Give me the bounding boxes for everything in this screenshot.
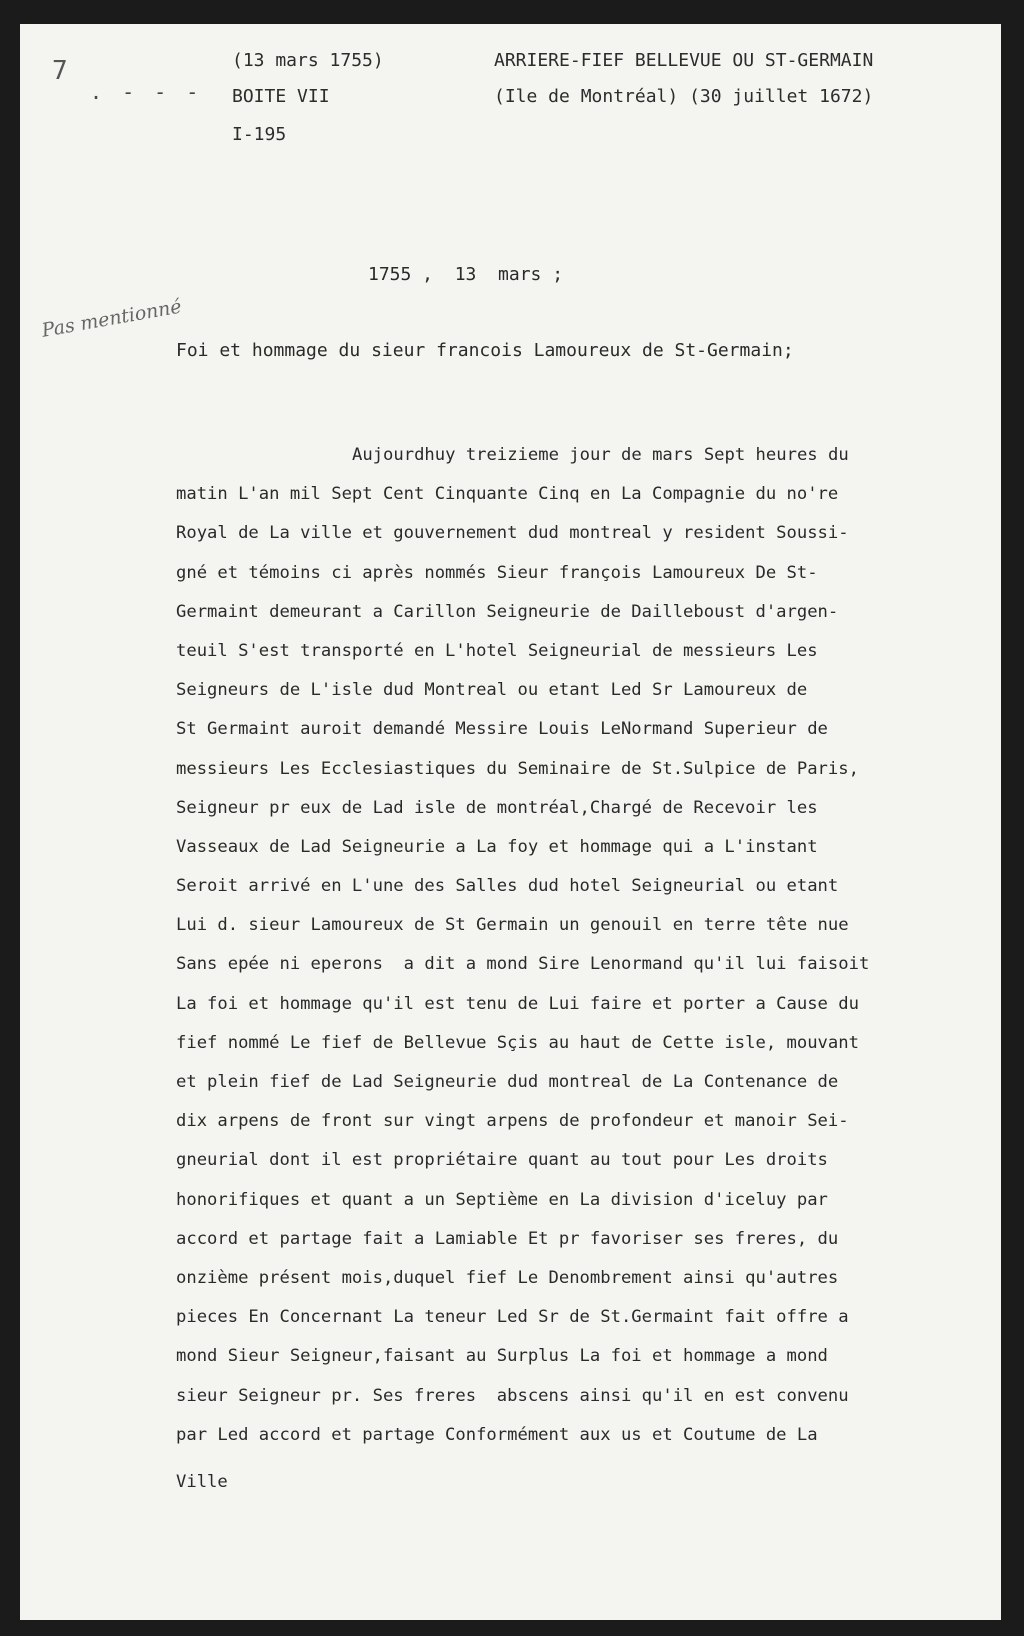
body-line: Sans epée ni eperons a dit a mond Sire Lenormand qu'il lui faisoit — [176, 954, 870, 975]
document-body — [176, 436, 966, 1455]
body-line: Seroit arrivé en L'une des Salles dud hotel Seigneurial ou etant — [176, 876, 839, 897]
header-box: BOITE VII — [232, 86, 330, 107]
page-number: 7 — [52, 56, 68, 86]
body-line: et plein fief de Lad Seigneurie dud montreal de La Contenance de — [176, 1072, 839, 1092]
margin-dots: . - - - — [90, 80, 203, 104]
body-last-word: Ville — [176, 1472, 228, 1492]
body-line: Royal de La ville et gouvernement dud montreal y resident Soussi- — [176, 523, 849, 544]
header-fief-title: ARRIERE-FIEF BELLEVUE OU ST-GERMAIN — [494, 50, 874, 71]
body-line: gneurial dont il est propriétaire quant au tout pour Les droits — [176, 1150, 828, 1171]
body-line: dix arpens de front sur vingt arpens de profondeur et manoir Sei- — [176, 1111, 849, 1132]
body-line: par Led accord et partage Conformément aux us et Coutume de La — [176, 1424, 818, 1445]
body-line: pieces En Concernant La teneur Led Sr de St.Germaint fait offre a — [176, 1307, 849, 1328]
body-line: fief nommé Le fief de Bellevue Sçis au haut de Cette isle, mouvant — [176, 1032, 859, 1053]
header-location: (Ile de Montréal) (30 juillet 1672) — [494, 86, 874, 107]
body-line: mond Sieur Seigneur,faisant au Surplus La foi et hommage a mond — [176, 1346, 828, 1367]
body-line: sieur Seigneur pr. Ses freres abscens ainsi qu'il en est convenu — [176, 1385, 849, 1406]
body-line: honorifiques et quant a un Septième en La division d'iceluy par — [176, 1189, 828, 1210]
document-title: Foi et hommage du sieur francois Lamoureux de St-Germain; — [176, 340, 794, 361]
body-line: Germaint demeurant a Carillon Seigneurie de Dailleboust d'argen- — [176, 601, 839, 622]
body-line: La foi et hommage qu'il est tenu de Lui faire et porter a Cause du — [176, 993, 859, 1014]
header-date: (13 mars 1755) — [232, 50, 384, 71]
body-line: messieurs Les Ecclesiastiques du Seminaire de St.Sulpice de Paris, — [176, 758, 859, 779]
document-page — [20, 24, 1001, 1620]
body-line: matin L'an mil Sept Cent Cinquante Cinq en La Compagnie du no're — [176, 484, 839, 505]
body-line: Seigneurs de L'isle dud Montreal ou etant Led Sr Lamoureux de — [176, 680, 808, 701]
body-line: teuil S'est transporté en L'hotel Seigneurial de messieurs Les — [176, 640, 818, 661]
document-date: 1755 , 13 mars ; — [368, 264, 564, 285]
body-line: Aujourdhuy treizieme jour de mars Sept heures du — [352, 445, 849, 465]
header-reference: I-195 — [232, 124, 287, 145]
body-line: accord et partage fait a Lamiable Et pr favoriser ses freres, du — [176, 1228, 839, 1249]
handwritten-margin-note: Pas mentionné — [40, 295, 184, 342]
body-line: Vasseaux de Lad Seigneurie a La foy et hommage qui a L'instant — [176, 836, 818, 857]
body-line: St Germaint auroit demandé Messire Louis LeNormand Superieur de — [176, 719, 828, 740]
body-line: Lui d. sieur Lamoureux de St Germain un genouil en terre tête nue — [176, 915, 849, 936]
body-line: onzième présent mois,duquel fief Le Denombrement ainsi qu'autres — [176, 1267, 839, 1288]
body-line: gné et témoins ci après nommés Sieur françois Lamoureux De St- — [176, 562, 818, 583]
body-line: Seigneur pr eux de Lad isle de montréal,Chargé de Recevoir les — [176, 797, 818, 818]
